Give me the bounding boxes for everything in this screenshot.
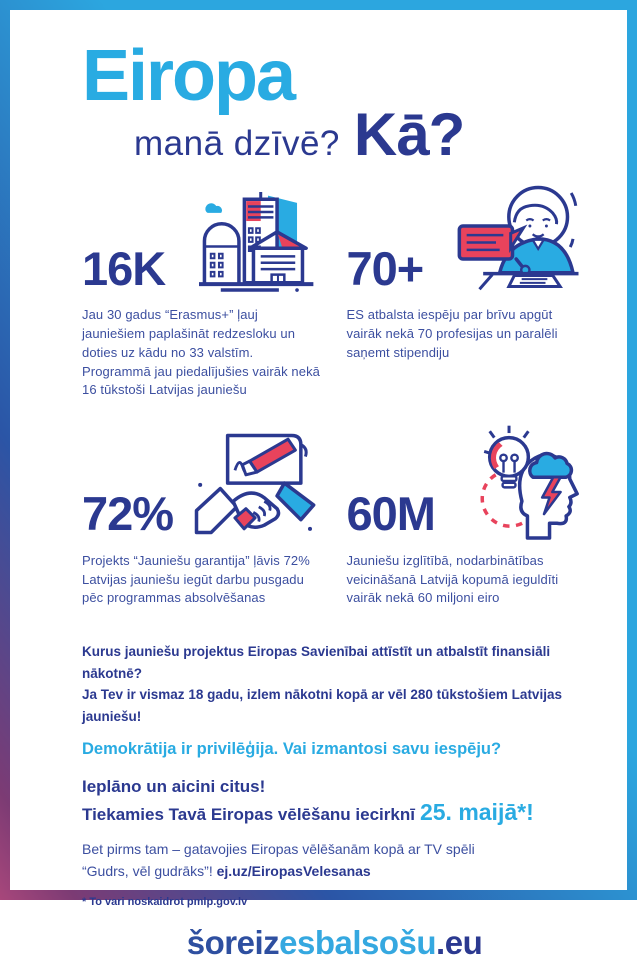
title-question: Kā? — [353, 101, 465, 169]
cta-question-line2-prefix: Ja Tev ir vismaz 18 gadu, izlem nākotni kopā ar vēl — [82, 687, 411, 703]
stat-guarantee-top — [82, 431, 323, 543]
cta-meet-prefix: Tiekamies Tavā Eiropas vēlēšanu iecirknī — [82, 805, 415, 825]
cta-tv-line2-prefix: “Gudrs, vēl gudrāks”! — [82, 863, 217, 880]
poster-page — [10, 10, 627, 961]
cta-tv-link: ej.uz/EiropasVelesanas — [216, 863, 371, 880]
stat-text: Projekts “Jauniešu garantija” ļāvis 72% Latvijas jauniešu iegūt darbu pusgadu pēc programmas absolvēšanas — [82, 553, 310, 606]
cta-meet-date: 25. maijā*! — [419, 799, 534, 826]
title-eiropa: Eiropa — [82, 36, 295, 116]
stat-number: 70+ — [346, 241, 424, 295]
stat-number: 16K — [82, 241, 166, 295]
stat-text: Jau 30 gadus “Erasmus+” ļauj jauniešiem paplašināt redzesloku un doties uz kādu no 33 valstīm. Programmā jau piedalījušies vairāk nekā 16 tūkstoši Latvijas jauniešu — [82, 307, 321, 398]
poster-header — [82, 36, 587, 169]
stat-number: 72% — [82, 487, 174, 541]
logo-part-eu: .eu — [436, 923, 483, 961]
logo-part-esbalsosu: esbalsošu — [279, 923, 437, 961]
stat-professions-top — [347, 185, 588, 297]
cta-question-line2-bold: 280 tūkstošiem Latvijas jauniešu! — [82, 687, 562, 724]
stat-guarantee — [82, 431, 323, 621]
stat-erasmus — [82, 185, 323, 413]
stat-professions — [347, 185, 588, 413]
creative-mind-icon — [461, 422, 581, 543]
logo-part-soreiz: šoreiz — [186, 923, 280, 961]
cta-plan-line: Ieplāno un aicini citus! — [82, 776, 266, 796]
cta-tv-line1: Bet pirms tam – gatavojies Eiropas vēlēšanām kopā ar TV spēli — [82, 841, 475, 858]
stats-grid — [82, 185, 587, 621]
stat-number: 60M — [346, 487, 435, 541]
stat-text: Jauniešu izglītībā, nodarbinātības veicināšanā Latvijā kopumā ieguldīti vairāk nekā 60 miljoni eiro — [346, 553, 559, 606]
stat-text: ES atbalsta iespēju par brīvu apgūt vairāk nekā 70 profesijas un paralēli saņemt stipendiju — [346, 307, 558, 360]
student-writing-icon — [455, 182, 581, 297]
stat-investment — [347, 431, 588, 621]
cta-tv-block — [82, 838, 587, 883]
cta-question-line1: Kurus jauniešu projektus Eiropas Savienībai attīstīt un atbalstīt finansiāli nākotnē? — [82, 644, 551, 681]
city-buildings-icon — [199, 190, 317, 297]
handshake-agreement-icon — [195, 430, 317, 543]
stat-investment-top — [347, 431, 588, 543]
campaign-logo — [82, 924, 587, 962]
cta-question-line2 — [82, 684, 587, 727]
cta-section — [82, 641, 587, 908]
cta-tv-line2 — [82, 860, 587, 882]
cta-meet-line — [82, 799, 587, 826]
stat-erasmus-top — [82, 185, 323, 297]
title-subtitle: manā dzīvē? — [134, 124, 340, 164]
cta-footnote: * To vari noskaidrot pmlp.gov.lv — [82, 895, 248, 908]
cta-democracy-line: Demokrātija ir privilēģija. Vai izmantosi savu iespēju? — [82, 739, 502, 758]
